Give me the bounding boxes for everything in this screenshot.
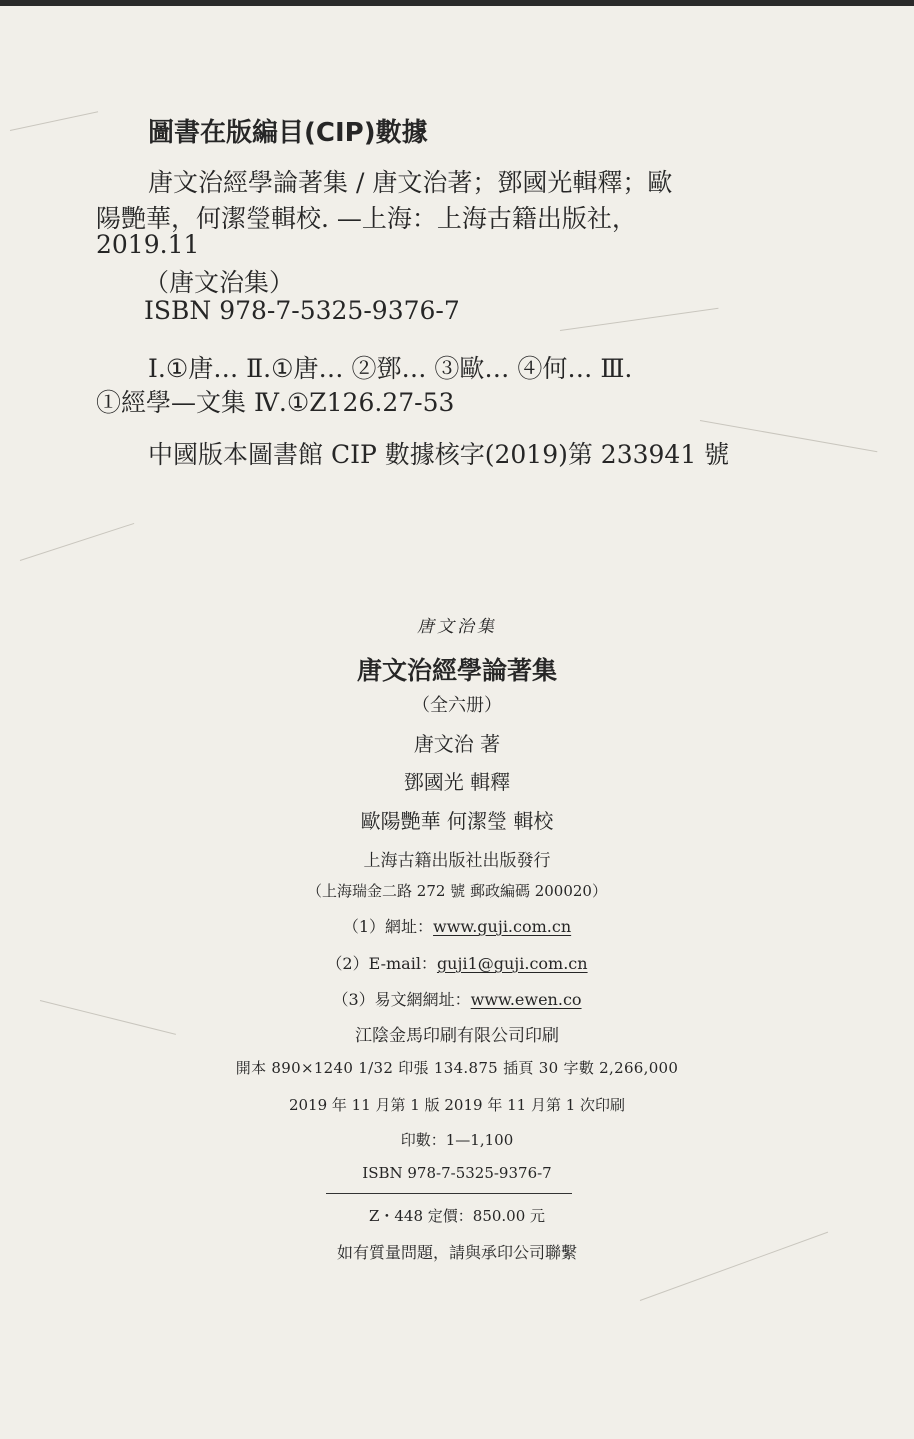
ewen-website-line — [0, 987, 914, 1010]
format-specs: 開本 890×1240 1/32 印張 134.875 插頁 30 字數 2,266,000 — [235, 1059, 679, 1077]
print-run: 印數：1—1,100 — [400, 1131, 514, 1149]
email-label: （2）E-mail： — [326, 954, 437, 973]
isbn-divider — [326, 1193, 572, 1194]
cip-isbn: ISBN 978-7-5325-9376-7 — [144, 296, 460, 325]
cip-classification-2: ①經學—文集 Ⅳ.①Z126.27-53 — [96, 388, 455, 417]
publisher-address: （上海瑞金二路 272 號 郵政編碼 200020） — [307, 882, 607, 900]
cip-entry-line-1: 唐文治經學論著集 / 唐文治著；鄧國光輯釋；歐 — [148, 168, 673, 197]
paper-scratch — [10, 111, 98, 131]
cip-entry-line-2: 陽艷華，何潔瑩輯校. —上海：上海古籍出版社， — [96, 204, 637, 233]
website-line — [0, 914, 914, 937]
email-link: guji1@guji.com.cn — [436, 954, 588, 973]
paper-scratch — [560, 308, 719, 331]
proofreaders-line: 歐陽艷華 何潔瑩 輯校 — [360, 809, 554, 833]
ewen-website-link: www.ewen.co — [470, 990, 582, 1009]
ewen-website-label: （3）易文網網址： — [332, 990, 471, 1009]
series-name: 唐文治集 — [417, 617, 497, 637]
author-line: 唐文治 著 — [413, 732, 501, 756]
cip-series: （唐文治集） — [144, 268, 295, 297]
printer-line: 江陰金馬印刷有限公司印刷 — [355, 1026, 559, 1046]
page-top-edge — [0, 0, 914, 6]
website-link: www.guji.com.cn — [433, 917, 572, 936]
website-label: （1）網址： — [342, 917, 434, 936]
publisher-line: 上海古籍出版社出版發行 — [363, 851, 551, 871]
cip-entry-line-3: 2019.11 — [96, 230, 200, 259]
edition-line: 2019 年 11 月第 1 版 2019 年 11 月第 1 次印刷 — [288, 1096, 626, 1114]
quality-notice: 如有質量問題，請與承印公司聯繫 — [336, 1243, 577, 1262]
price-line: Z・448 定價：850.00 元 — [368, 1207, 546, 1225]
volume-count: （全六册） — [412, 695, 502, 716]
cip-classification-1: Ⅰ.①唐… Ⅱ.①唐… ②鄧… ③歐… ④何… Ⅲ. — [148, 354, 633, 383]
editor-line: 鄧國光 輯釋 — [403, 770, 511, 794]
imprint-isbn: ISBN 978-7-5325-9376-7 — [362, 1164, 552, 1182]
email-line — [0, 951, 914, 974]
paper-scratch — [20, 523, 134, 561]
cip-record-number: 中國版本圖書館 CIP 數據核字(2019)第 233941 號 — [148, 440, 730, 469]
book-title: 唐文治經學論著集 — [356, 656, 557, 685]
cip-heading: 圖書在版編目(CIP)數據 — [148, 118, 428, 148]
